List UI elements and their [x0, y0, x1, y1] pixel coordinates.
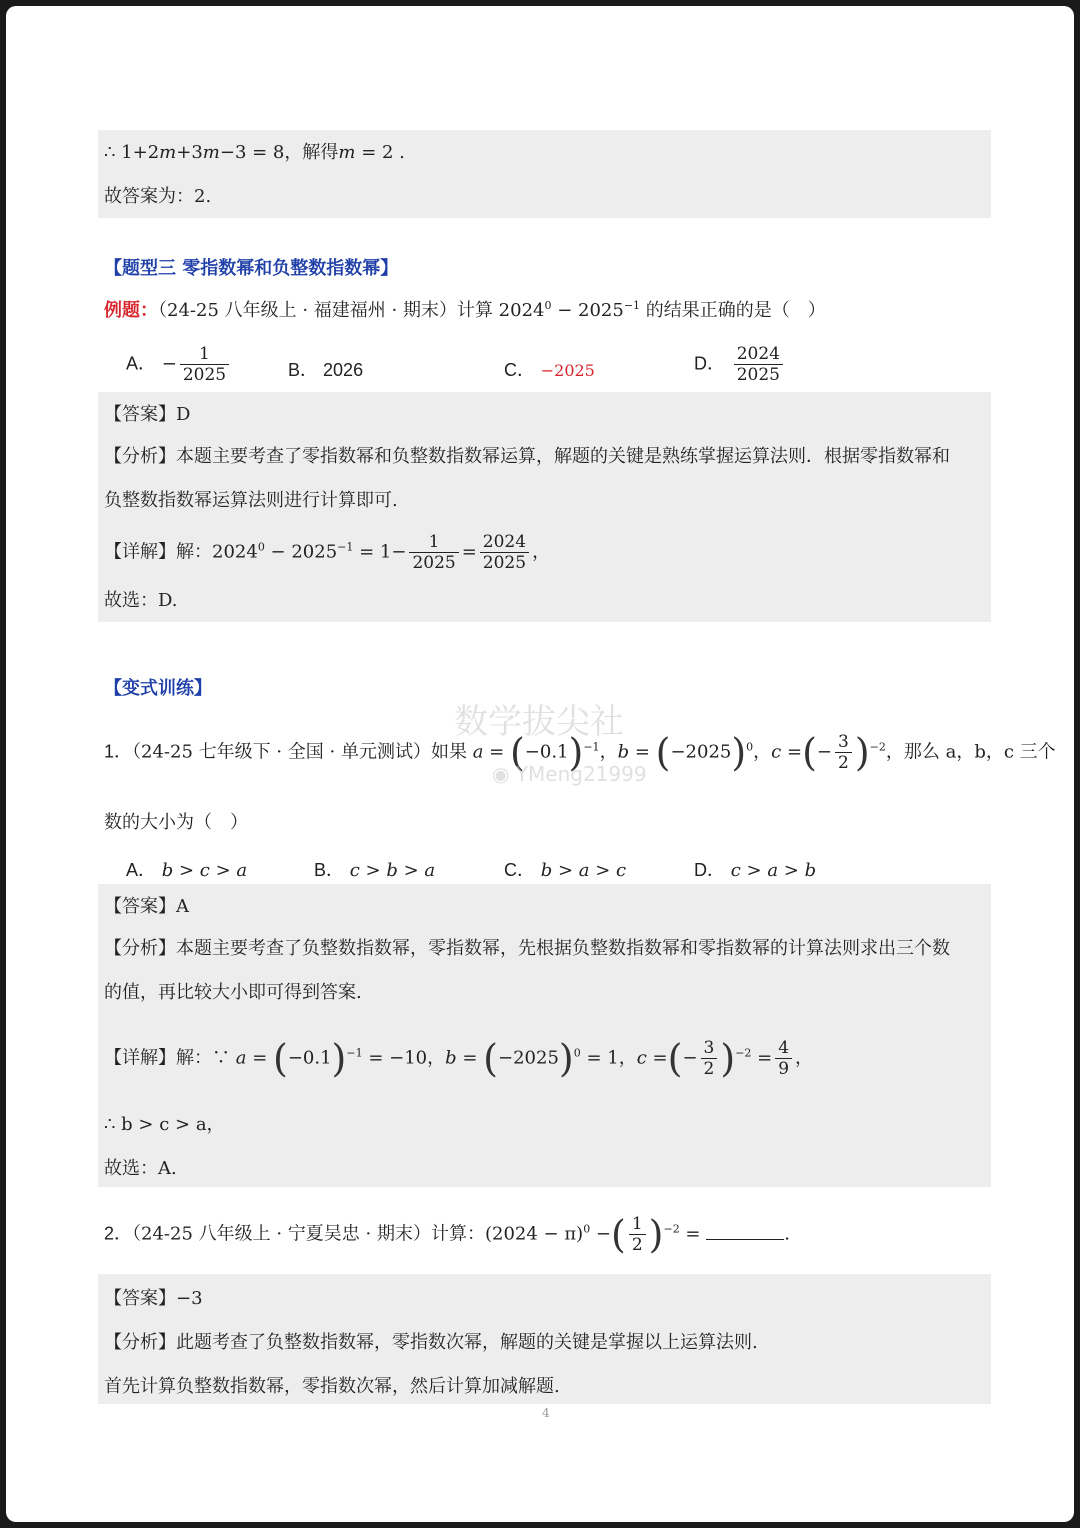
document-page — [6, 6, 1074, 1522]
example-option-b: B． 2026 — [288, 360, 364, 380]
page-number: 4 — [542, 1406, 550, 1420]
example-label: 例题： — [104, 300, 158, 321]
q1-choice: 故选：A. — [104, 1158, 177, 1179]
example-analysis-1: 【分析】本题主要考查了零指数幂和负整数指数幂运算，解题的关键是熟练掌握运算法则．根据零指数幂和 — [104, 446, 950, 467]
prev-therefore-line: ∴ 1+2m+3m−3 = 8，解得m = 2 . — [104, 142, 405, 163]
q1-question: 1．（24-25 七年级下 · 全国 · 单元测试）如果 $a = (-0.1)^{-1}$，$b = (-2025)^0$，c =(− $\frac{3}{2}$ )$^{-2}$，那么 a，b，c 三个 — [104, 730, 1056, 775]
example-detail: 【详解】解：$2024^0 - 2025^{-1} = 1-$ $\frac{1}{2025}$ = $\frac{2024}{2025}$ ， — [104, 532, 551, 573]
q1-option-b: B． c > b > a — [314, 860, 436, 881]
example-question: 例题：（24-25 八年级上 · 福建福州 · 期末）计算 $2024^0 - 2025^{-1}$ 的结果正确的是（ ） — [104, 299, 826, 321]
q2-question: 2．（24-25 八年级上 · 宁夏吴忠 · 期末）计算：$(2024 - \pi)^0$ −( $\frac{1}{2}$ )$^{-2}$ = . — [104, 1212, 790, 1257]
q1-option-a: A． b > c > a — [126, 860, 248, 881]
q2-analysis-1: 【分析】此题考查了负整数指数幂，零指数次幂，解题的关键是掌握以上运算法则. — [104, 1332, 758, 1353]
example-option-d: D． $\frac{2024}{2025}$ — [694, 344, 786, 385]
q1-option-c: C． b > a > c — [504, 860, 627, 881]
q1-answer-block — [98, 884, 991, 1187]
q2-analysis-2: 首先计算负整数指数幂，零指数次幂，然后计算加减解题. — [104, 1376, 560, 1397]
example-tail: 的结果正确的是（ ） — [645, 300, 826, 321]
example-choice: 故选：D. — [104, 590, 178, 611]
q1-therefore: ∴ b > c > a， — [104, 1114, 225, 1135]
example-answer: 【答案】D — [104, 404, 191, 425]
watermark-sub: ◉ YMeng21999 — [492, 762, 647, 786]
q2-answer-blank — [706, 1239, 784, 1240]
q1-analysis-2: 的值，再比较大小即可得到答案. — [104, 982, 362, 1003]
section3-title: 【题型三 零指数幂和负整数指数幂】 — [104, 258, 399, 279]
q1-answer: 【答案】A — [104, 896, 189, 917]
q1-option-d: D． c > a > b — [694, 860, 817, 881]
q1-detail: 【详解】解：∵ $a = (-0.1)^{-1} = -10$，$b = (-2025)^0 = 1$，c =(− $\frac{3}{2}$ )$^{-2}$ = $\frac{4}{9}$ ， — [104, 1036, 814, 1081]
example-option-a: A． − $\frac{1}{2025}$ — [126, 344, 232, 385]
example-analysis-2: 负整数指数幂运算法则进行计算即可. — [104, 490, 398, 511]
q2-answer: 【答案】−3 — [104, 1288, 203, 1309]
q1-analysis-1: 【分析】本题主要考查了负整数指数幂，零指数幂，先根据负整数指数幂和零指数幂的计算法则求出三个数 — [104, 938, 950, 959]
watermark-text: 数学拔尖社 — [454, 702, 624, 742]
example-source: （24-25 八年级上 · 福建福州 · 期末）计算 — [158, 300, 493, 321]
example-option-c: C． −2025 — [504, 360, 595, 380]
wechat-icon: ◉ — [492, 762, 510, 786]
q1-line2: 数的大小为（ ） — [104, 812, 248, 833]
prev-answer-line: 故答案为：2. — [104, 186, 212, 207]
variant-title: 【变式训练】 — [104, 678, 212, 699]
